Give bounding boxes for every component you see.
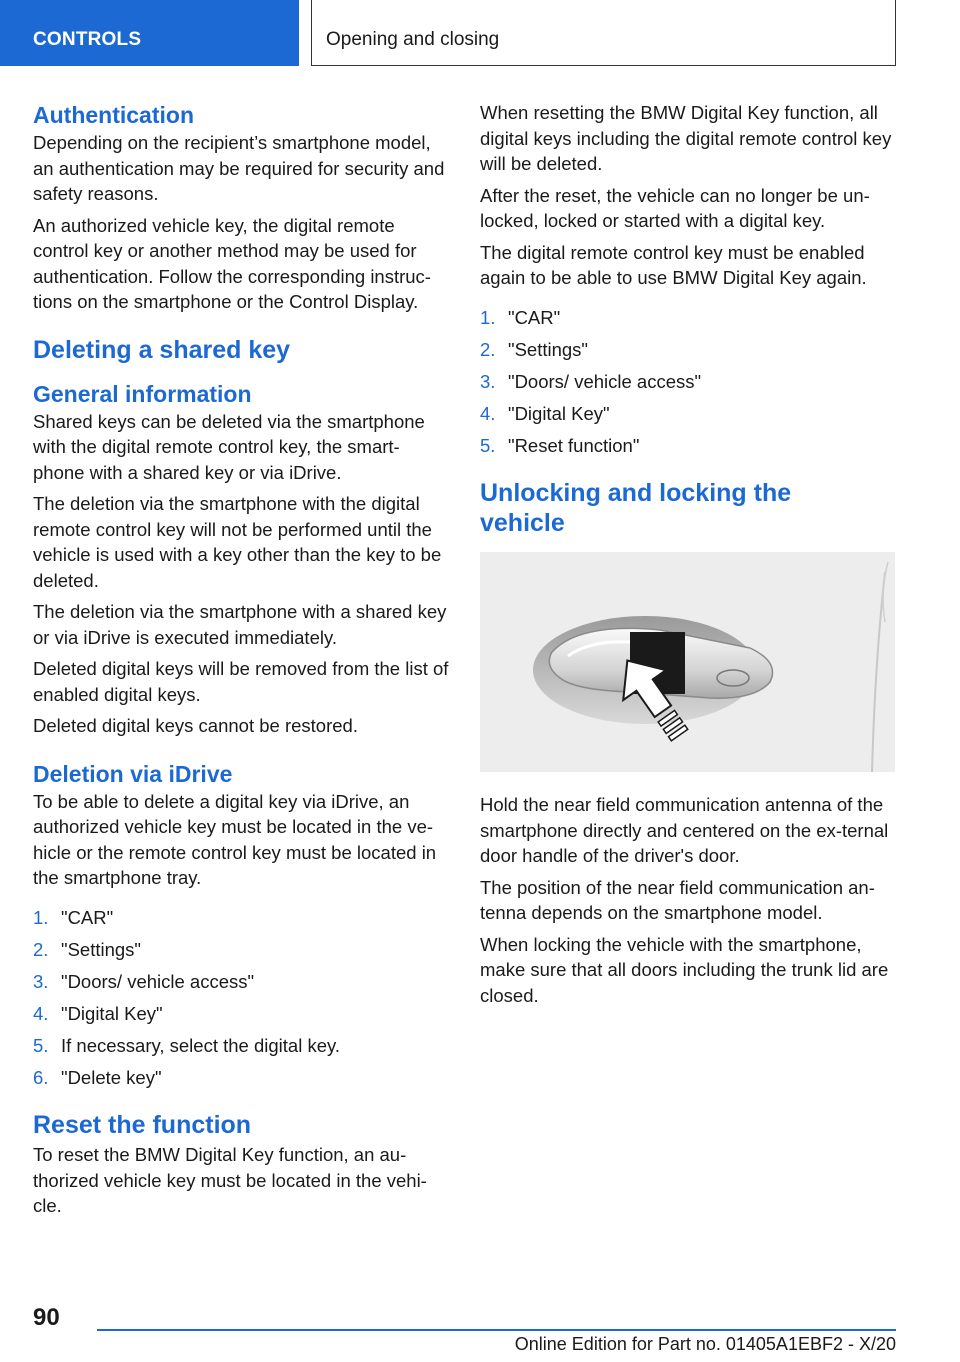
paragraph: Deleted digital keys will be removed from the list of enabled digital keys. [33,658,449,705]
door-handle-illustration [480,552,895,772]
step-number: 6. [33,1066,49,1088]
step-text: "Reset function" [508,434,640,456]
paragraph: Shared keys can be deleted via the smartphone with the digital remote control key, the smart‐phone with a shared key or via iDrive. [33,410,425,483]
idrive-steps-list [33,905,451,1091]
paragraph: The position of the near field communication an‐tenna depends on the smartphone model. [480,876,875,923]
deletion-via-idrive-heading: Deletion via iDrive [33,760,233,787]
page-number: 90 [33,1304,60,1331]
list-item [480,401,898,427]
list-item [480,305,898,331]
paragraph: An authorized vehicle key, the digital remote control key or another method may be used for authentication. Follow the corresponding instruc‐tions on the smartphone or the Control Display. [33,214,431,312]
paragraph: The digital remote control key must be enabled again to be able to use BMW Digital Key again. [480,241,867,288]
left-column [33,100,451,1225]
paragraph: When resetting the BMW Digital Key function, all digital keys including the digital remote control key will be deleted. [480,102,892,174]
step-text: "CAR" [508,306,561,328]
list-item [480,369,898,395]
step-text: "Settings" [508,338,588,360]
step-text: "Digital Key" [508,402,610,424]
footer-divider [97,1329,896,1331]
section-tab: CONTROLS [0,0,299,66]
step-text: "Settings" [61,938,141,960]
list-item [33,969,451,995]
step-number: 3. [480,370,496,392]
chapter-title: Opening and closing [311,0,896,66]
reset-function-heading: Reset the function [33,1111,252,1139]
step-number: 5. [33,1034,49,1056]
step-number: 1. [33,906,49,928]
paragraph: Hold the near field communication antenna of the smartphone directly and centered on the ex‐ternal door handle of the driver's door. [480,794,889,866]
step-number: 3. [33,970,49,992]
list-item [480,337,898,363]
authentication-heading: Authentication [33,102,194,128]
right-column [480,100,898,1014]
deleting-shared-key-heading: Deleting a shared key [33,335,291,364]
step-text: "Digital Key" [61,1002,163,1024]
list-item [33,1001,451,1027]
step-number: 1. [480,306,496,328]
general-information-heading: General information [33,380,252,407]
list-item [480,433,898,459]
list-item [33,905,451,931]
paragraph: To reset the BMW Digital Key function, an au‐thorized vehicle key must be located in the vehi‐cle. [33,1144,427,1216]
step-number: 5. [480,434,496,456]
step-text: "CAR" [61,906,114,928]
edition-footer: Online Edition for Part no. 01405A1EBF2 - X/20 [514,1334,896,1354]
paragraph: After the reset, the vehicle can no longer be un‐locked, locked or started with a digital key. [480,184,870,231]
paragraph: The deletion via the smartphone with the digital remote control key will not be performed until the vehicle is used with a key other than the key to be deleted. [33,493,442,591]
paragraph: When locking the vehicle with the smartphone, make sure that all doors including the trunk lid are closed. [480,933,889,1006]
reset-steps-list [480,305,898,459]
step-number: 4. [33,1002,49,1024]
list-item [33,937,451,963]
paragraph: To be able to delete a digital key via iDrive, an authorized vehicle key must be located in the ve‐hicle or the remote control key must be located in the smartphone tray. [33,790,437,888]
step-number: 4. [480,402,496,424]
unlocking-locking-heading: Unlocking and locking the vehicle [480,479,792,537]
step-number: 2. [33,938,49,960]
step-text: If necessary, select the digital key. [61,1034,340,1056]
door-handle-icon [480,552,895,772]
step-text: "Doors/ vehicle access" [61,970,255,992]
step-text: "Delete key" [61,1066,162,1088]
list-item [33,1033,451,1059]
paragraph: Depending on the recipient’s smartphone model, an authentication may be required for security and safety reasons. [33,132,445,204]
paragraph: The deletion via the smartphone with a shared key or via iDrive is executed immediately. [33,601,447,648]
list-item [33,1065,451,1091]
paragraph: Deleted digital keys cannot be restored. [33,715,358,736]
step-number: 2. [480,338,496,360]
step-text: "Doors/ vehicle access" [508,370,702,392]
